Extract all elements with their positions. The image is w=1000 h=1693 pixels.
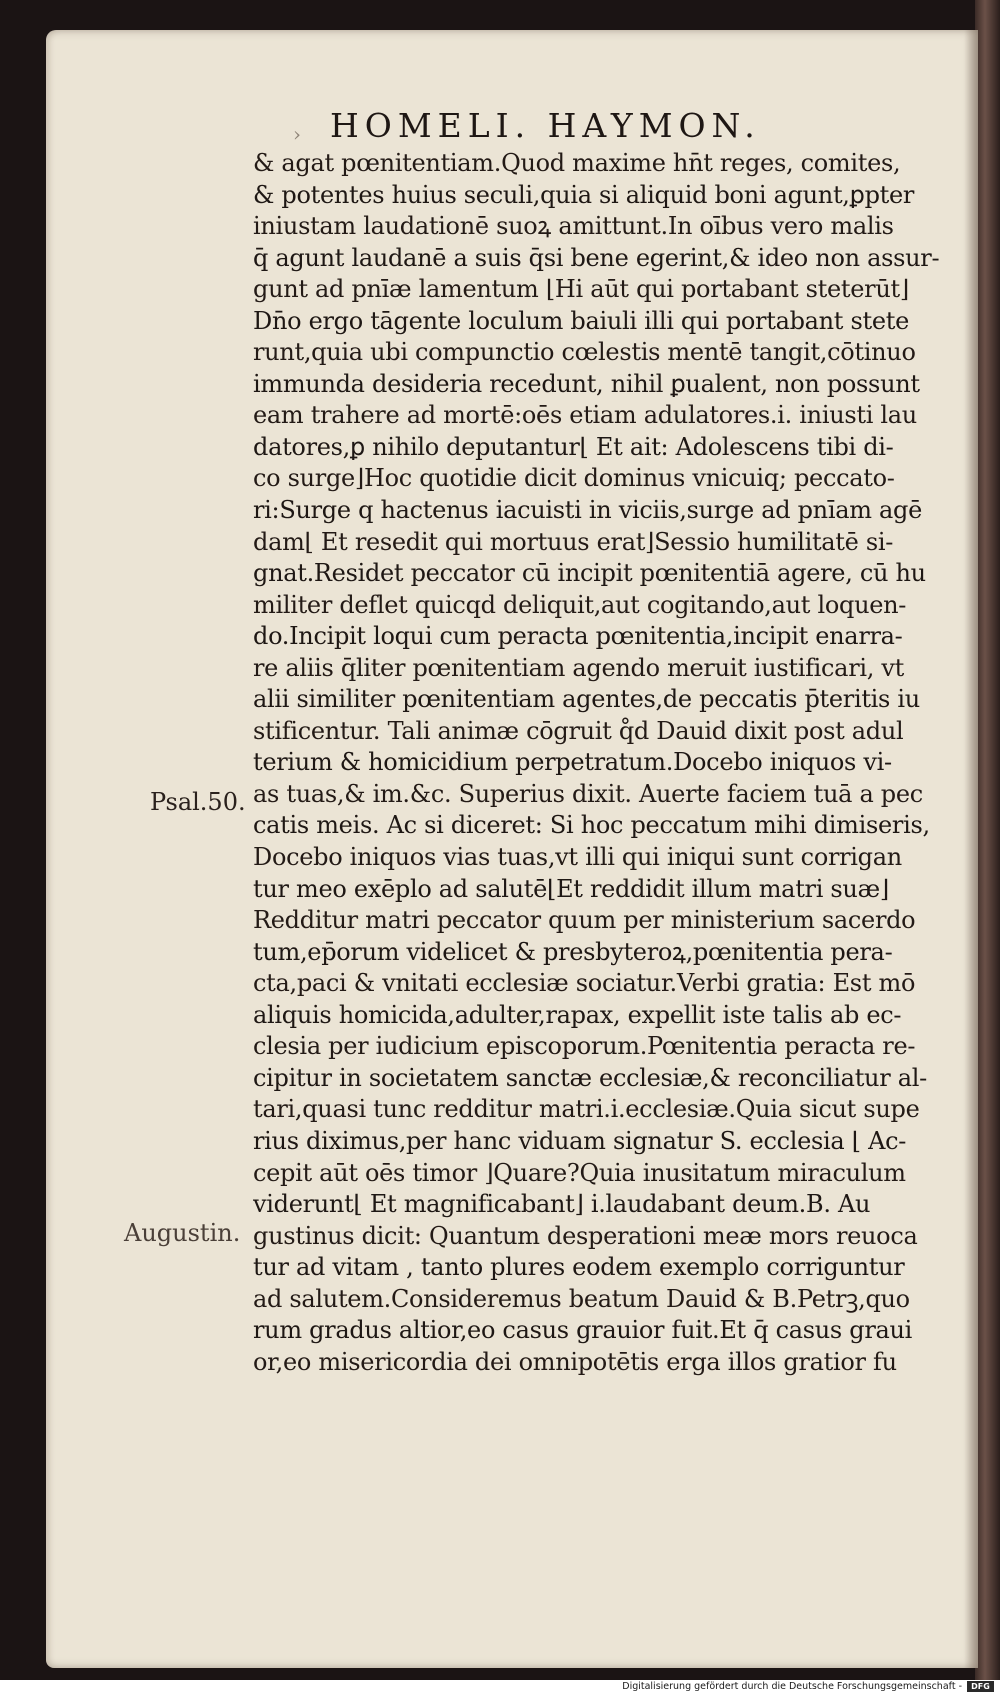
text-line: q̄ agunt laudanē a suis q̄si bene egerint,& ideo non assur- <box>253 243 940 272</box>
text-line: tari,quasi tunc redditur matri.i.ecclesiæ.Quia sicut supe <box>253 1095 920 1124</box>
text-line: Redditur matri peccator quum per ministerium sacerdo <box>253 906 916 935</box>
text-line: tum,ep̄orum videlicet & presbyteroꝝ,pœnitentia pera- <box>253 937 893 966</box>
text-line: viderunt⌊ Et magnificabant⌋ i.laudabant deum.B. Au <box>253 1190 871 1219</box>
book-binding <box>975 0 1000 1680</box>
text-line: tur meo exēplo ad salutē⌊Et reddidit illum matri suæ⌋ <box>253 874 889 903</box>
text-line: Dn̄o ergo tāgente loculum baiuli illi qui portabant stete <box>253 306 909 335</box>
running-head: HOMELI. HAYMON. <box>330 106 761 145</box>
text-line: datores,ꝑ nihilo deputantur⌊ Et ait: Adolescens tibi di- <box>253 432 894 461</box>
text-line: re aliis q̄liter pœnitentiam agendo meruit iustificari, vt <box>253 653 904 682</box>
text-line: clesia per iudicium episcoporum.Pœnitentia peracta re- <box>253 1032 916 1061</box>
text-line: Docebo iniquos vias tuas,vt illi qui iniqui sunt corrigan <box>253 843 902 872</box>
text-line: rius diximus,per hanc viduam signatur S. ecclesia ⌊ Ac- <box>253 1126 907 1155</box>
dfg-logo-icon: DFG <box>967 1681 994 1692</box>
text-line: ad salutem.Consideremus beatum Dauid & B.Petrꝫ,quo <box>253 1284 910 1313</box>
text-line: & potentes huius seculi,quia si aliquid boni agunt,ꝑpter <box>253 180 915 209</box>
text-line: alii similiter pœnitentiam agentes,de peccatis p̄teritis iu <box>253 685 920 714</box>
ornament-mark: › <box>293 122 301 146</box>
text-line: cepit aūt oēs timor ⌋Quare?Quia inusitatum miraculum <box>253 1158 906 1187</box>
text-line: dam⌊ Et resedit qui mortuus erat⌋Sessio humilitatē si- <box>253 527 894 556</box>
text-line: runt,quia ubi compunctio cœlestis mentē tangit,cōtinuo <box>253 338 916 367</box>
text-line: rum gradus altior,eo casus grauior fuit.Et q̄ casus graui <box>253 1316 913 1345</box>
text-line: cipitur in societatem sanctæ ecclesiæ,& reconciliatur al- <box>253 1063 927 1092</box>
margin-note-psalm: Psal.50. <box>150 788 246 816</box>
text-line: co surge⌋Hoc quotidie dicit dominus vnicuiq; peccato- <box>253 464 895 493</box>
text-line: terium & homicidium perpetratum.Docebo iniquos vi- <box>253 748 892 777</box>
text-line: do.Incipit loqui cum peracta pœnitentia,incipit enarra- <box>253 622 903 651</box>
text-line: eam trahere ad mortē:oēs etiam adulatores.i. iniusti lau <box>253 401 917 430</box>
text-line: iniustam laudationē suoꝝ amittunt.In oībus vero malis <box>253 212 894 241</box>
text-line: gunt ad pnīæ lamentum ⌊Hi aūt qui portabant steterūt⌋ <box>253 275 909 304</box>
text-line: militer deflet quicqd deliquit,aut cogitando,aut loquen- <box>253 590 907 619</box>
text-line: gnat.Residet peccator cū incipit pœnitentiā agere, cū hu <box>253 559 926 588</box>
text-line: ri:Surge q hactenus iacuisti in viciis,surge ad pnīam agē <box>253 496 922 525</box>
footer-bar <box>0 1680 1000 1693</box>
text-line: immunda desideria recedunt, nihil ꝑualent, non possunt <box>253 369 920 398</box>
text-line: cta,paci & vnitati ecclesiæ sociatur.Verbi gratia: Est mō <box>253 969 916 998</box>
margin-note-augustin: Augustin. <box>124 1219 241 1247</box>
text-line: as tuas,& im.&c. Superius dixit. Auerte faciem tuā a pec <box>253 779 923 808</box>
text-line: & agat pœnitentiam.Quod maxime hn̄t reges, comites, <box>253 149 901 177</box>
text-line: aliquis homicida,adulter,rapax, expellit iste talis ab ec- <box>253 1000 902 1029</box>
text-line: or,eo misericordia dei omnipotētis erga illos gratior fu <box>253 1347 897 1376</box>
footer-credit: Digitalisierung gefördert durch die Deutsche Forschungsgemeinschaft - <box>622 1681 962 1692</box>
text-line: catis meis. Ac si diceret: Si hoc peccatum mihi dimiseris, <box>253 811 930 840</box>
text-line: gustinus dicit: Quantum desperationi meæ mors reuoca <box>253 1221 918 1250</box>
main-text-block <box>253 148 973 1378</box>
text-line: stificentur. Tali animæ cōgruit q̊d Dauid dixit post adul <box>253 716 904 745</box>
text-line: tur ad vitam , tanto plures eodem exemplo corriguntur <box>253 1253 905 1282</box>
